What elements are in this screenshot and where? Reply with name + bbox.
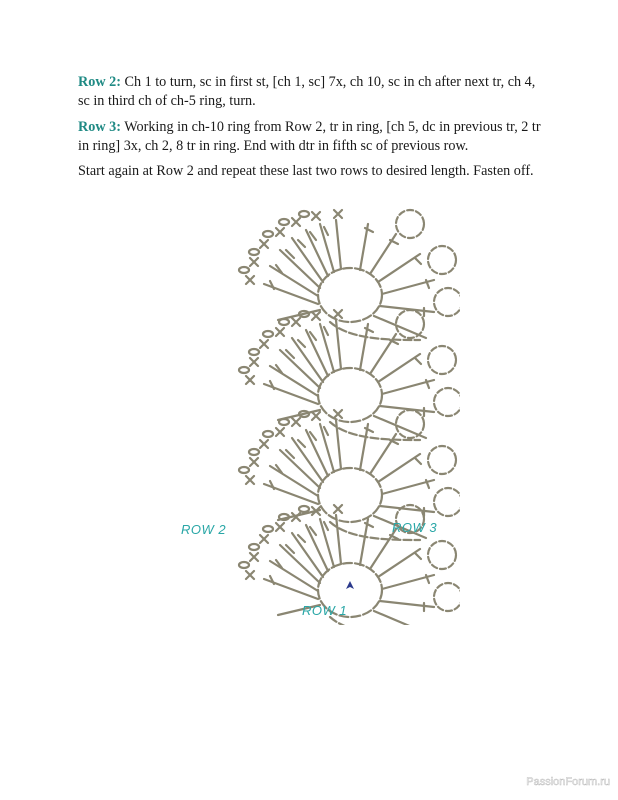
row-1-label: ROW 1	[302, 603, 348, 618]
row-3-label: ROW 3	[392, 520, 438, 535]
repeat-instruction	[78, 162, 548, 181]
row-2-heading: Row 2:	[78, 74, 121, 90]
start-arrow-icon	[346, 581, 354, 589]
row-3-text: Working in ch-10 ring from Row 2, tr in ring, [ch 5, dc in previous tr, 2 tr in ring] 3x, ch 2, 8 tr in ring. End with dtr in fifth sc of previous row.	[78, 119, 541, 154]
row-2-label: ROW 2	[181, 522, 227, 537]
row-2-text: Ch 1 to turn, sc in first st, [ch 1, sc] 7x, ch 10, sc in ch after next tr, ch 4, sc in third ch of ch-5 ring, turn.	[78, 74, 536, 109]
row-3-instruction	[78, 118, 548, 156]
crochet-chart-diagram	[170, 205, 460, 625]
row-3-heading: Row 3:	[78, 119, 121, 135]
repeat-text: Start again at Row 2 and repeat these last two rows to desired length. Fasten off.	[78, 163, 534, 179]
row-2-instruction	[78, 73, 548, 111]
watermark: PassionForum.ru	[526, 776, 610, 788]
